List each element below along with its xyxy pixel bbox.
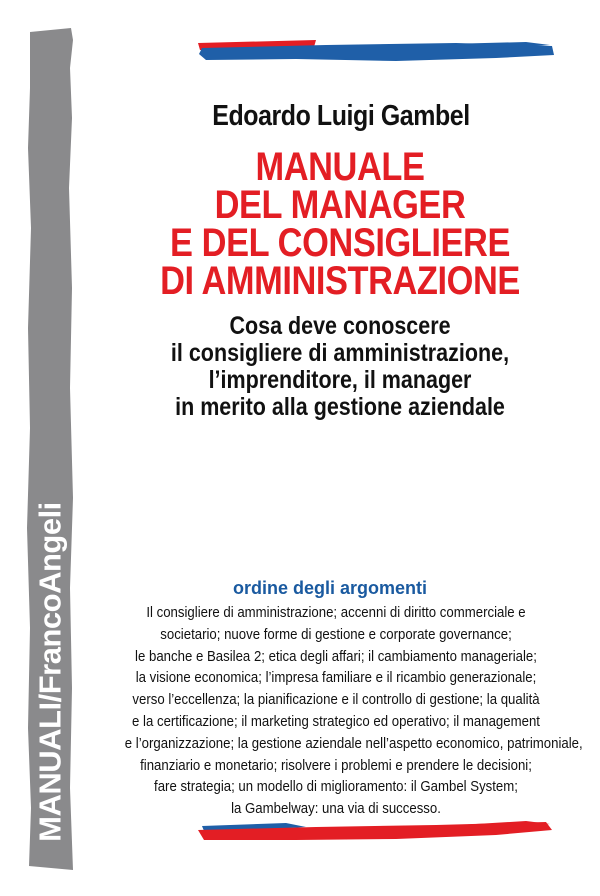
arguments-line: verso l’eccellenza; la pianificazione e il controllo di gestione; la qualità [132,691,540,709]
arguments-line: le banche e Basilea 2; etica degli affari; il cambiamento manageriale; [135,647,537,665]
arguments-line: Il consigliere di amministrazione; accenni di diritto commerciale e [146,604,526,621]
title-line-4: DI AMMINISTRAZIONE [160,259,520,303]
title-line-2: DEL MANAGER [214,183,466,227]
series-label-container [30,482,70,862]
book-title [110,145,570,303]
top-brush-stroke [196,37,556,67]
arguments-line: fare strategia; un modello di miglioramento: il Gambel System; [154,778,518,796]
subtitle-line-3: l’imprenditore, il manager [208,366,472,394]
arguments-list [96,602,583,820]
subtitle-line-1: Cosa deve conoscere [229,312,451,340]
arguments-line: finanziario e monetario; risolvere i problemi e prendere le decisioni; [140,756,532,774]
bottom-brush-stroke [196,818,556,848]
series-label: MANUALI/FrancoAngeli [32,502,68,842]
arguments-line: la Gambelway: una via di successo. [231,800,441,818]
author-name: Edoardo Luigi Gambel [212,100,470,132]
subtitle-line-4: in merito alla gestione aziendale [175,393,505,421]
arguments-heading: ordine degli argomenti [232,578,428,598]
arguments-line: la visione economica; l’impresa familiare e il ricambio generazionale; [135,669,537,687]
subtitle-line-2: il consigliere di amministrazione, [170,339,510,367]
arguments-line: e la certificazione; il marketing strategico ed operativo; il management [132,712,540,730]
title-line-3: E DEL CONSIGLIERE [170,221,510,265]
arguments-line: e l’organizzazione; la gestione aziendale nell’aspetto economico, patrimoniale, [124,734,583,752]
arguments-line: societario; nuove forme di gestione e corporate governance; [160,625,512,643]
book-subtitle [100,313,580,421]
title-line-1: MANUALE [255,145,425,189]
